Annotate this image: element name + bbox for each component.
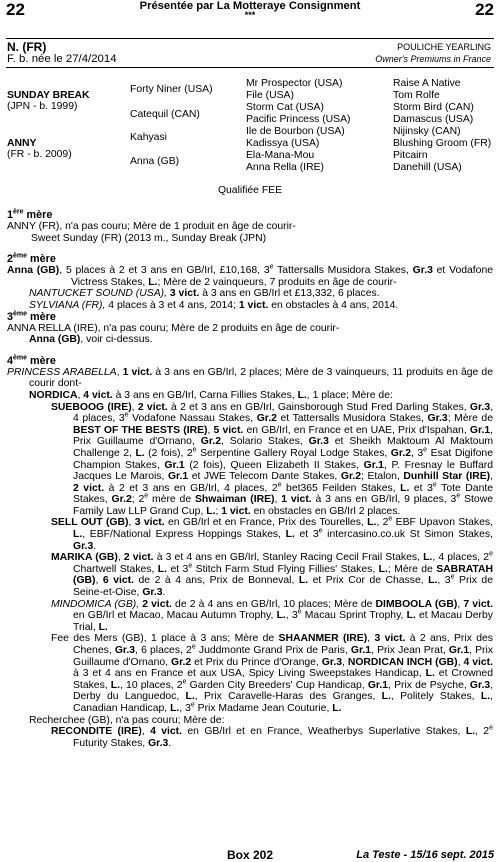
first-dam-text: ANNY (FR), n'a pas couru; Mère de 1 produit en âge de courir- [7,221,296,232]
pedigree-gen3-2: File (USA) [246,90,294,101]
second-dam-produce-1: NANTUCKET SOUND (USA), 3 vict. à 3 ans en GB/Irl et £13,332, 6 places. [29,288,380,300]
pedigree-gen2-2: Catequil (CAN) [130,109,200,120]
horse-category: POULICHE YEARLING [397,42,491,52]
top-rule [6,38,494,39]
footer-box: Box 202 [226,848,274,862]
pedigree-dam: ANNY [7,138,37,149]
owners-premiums: Owner's Premiums in France [375,54,491,64]
third-dam-text: ANNA RELLA (IRE), n'a pas couru; Mère de 2 produits en âge de courir- [7,322,340,334]
pedigree-gen3-3: Storm Cat (USA) [246,102,324,113]
sell-out-entry: SELL OUT (GB), 3 vict. en GB/Irl et en France, Prix des Tourelles, L., 2e EBF Upavon Stakes, L., EBF/National Express Hoppings Stakes, L. et 3e intercasino.co.uk St Simon Stakes, Gr.3. [51,516,493,552]
fee-des-mers-entry: Fee des Mers (GB), 1 place à 3 ans; Mère de SHAANMER (IRE), 3 vict. à 2 ans, Prix des Chenes, Gr.3, 6 places, 2e Juddmonte Grand Prix de Paris, Gr.1, Prix Jean Prat, Gr.1, Prix Guillaume d'Ornano, Gr.2 et Prix du Prince d'Orange, Gr.3, NORDICAN INCH (GB), 4 vict. à 3 et 4 ans en France et aux USA, Spicy Living Sweepstakes Handicap, L. et Crowned Stakes, L., 10 places, 2e Garden City Breeders' Cup Handicap, Gr.1, Prix de Psyche, Gr.3, Derby du Languedoc, L., Prix Caravelle-Haras des Granges, L., Politely Stakes, L., Canadian Handicap, L., 3e Prix Madame Jean Couturie, L. [51,633,494,714]
pedigree-gen4-1: Raise A Native [393,78,461,89]
first-dam-heading: 1ère mère [7,208,53,221]
third-dam-produce: Anna (GB), voir ci-dessus. [29,334,153,346]
pedigree-dam-info: (FR - b. 2009) [7,149,72,160]
qualification: Qualifiée FEE [217,185,283,196]
pedigree-gen4-6: Blushing Groom (FR) [393,138,492,149]
pedigree-gen3-8: Anna Rella (IRE) [246,162,324,173]
pedigree-gen4-2: Tom Rolfe [393,90,440,101]
reconditie-entry: RECONDITE (IRE), 4 vict. en GB/Irl et en France, Weatherbys Superlative Stakes, L., 2e Futurity Stakes, Gr.3. [51,724,493,749]
third-dam-heading: 3ème mère [7,309,56,323]
pedigree-gen4-7: Pitcairn [393,150,428,161]
pedigree-sire: SUNDAY BREAK [7,90,90,101]
nordica-entry: NORDICA, 4 vict. à 3 ans en GB/Irl, Carna Fillies Stakes, L., 1 place; Mère de: [29,389,393,401]
fourth-dam-heading: 4ème mère [7,354,56,367]
consignor-title: Présentée par La Motteraye Consignment [139,0,361,12]
pedigree-gen2-4: Anna (GB) [130,156,180,167]
pedigree-gen3-4: Pacific Princess (USA) [246,114,351,125]
pedigree-gen4-3: Storm Bird (CAN) [393,102,474,113]
pedigree-gen4-4: Damascus (USA) [393,114,474,125]
second-dam-heading: 2ème mère [7,252,56,266]
marika-entry: MARIKA (GB), 2 vict. à 3 et 4 ans en GB/Irl, Stanley Racing Cecil Frail Stakes, L., 4 places, 2e Chartwell Stakes, L. et 3e Stitch Farm Stud Flying Fillies' Stakes, L.; Mère de SABRATAH (GB), 6 vict. de 2 à 4 ans, Prix de Bonneval, L. et Prix Cor de Chasse, L., 3e Prix de Seine-et-Oise, Gr.3. [51,550,494,599]
first-dam-produce: Sweet Sunday (FR) (2013 m., Sunday Break (JPN) [31,232,267,244]
footer-place: La Teste - 15/16 sept. 2015 [356,849,494,861]
recherchee-entry: Recherchee (GB), n'a pas couru; Mère de: [29,714,225,726]
pedigree-gen3-5: Ile de Bourbon (USA) [246,126,345,137]
horse-name: N. (FR) [7,40,47,54]
pedigree-gen2-1: Forty Niner (USA) [130,84,213,95]
lot-number-left: 22 [6,0,25,19]
pedigree-gen4-5: Nijinsky (CAN) [393,126,461,137]
second-dam-text: Anna (GB), 5 places à 2 et 3 ans en GB/Irl, £10,168, 3e Tattersalls Musidora Stakes, Gr.3 et Vodafone Victress Stakes, L.; Mère de 2 vainqueurs, 7 produits en âge de courir- [7,263,494,288]
second-dam-produce-2: SYLVIANA (FR), 4 places à 3 et 4 ans, 2014; 1 vict. en obstacles à 4 ans, 2014. [29,299,399,311]
family-body [7,210,493,749]
pedigree-gen3-7: Ela-Mana-Mou [246,150,315,161]
horse-birth: F. b. née le 27/4/2014 [7,53,117,65]
header-stars: *** [244,10,256,20]
pedigree-sire-info: (JPN - b. 1999) [7,101,78,112]
pedigree-gen4-8: Danehill (USA) [393,162,462,173]
pedigree-gen3-1: Mr Prospector (USA) [246,78,343,89]
fourth-dam-text: PRINCESS ARABELLA, 1 vict. à 3 ans en GB/Irl, 2 places; Mère de 3 vainqueurs, 11 produits en âge de courir dont- [7,366,493,390]
sueboog-entry: SUEBOOG (IRE), 2 vict. à 2 et 3 ans en GB/Irl, Gainsborough Stud Fred Darling Stakes, Gr.3, 4 places, 3e Vodafone Nassau Stakes, Gr.2 et Tattersalls Musidora Stakes, Gr.3; Mère de BEST OF THE BESTS (IRE), 5 vict. en GB/Irl, en France et en UAE, Prix d'Ispahan, Gr.1, Prix Guillaume d'Ornano, Gr.2, Solario Stakes, Gr.3 et Sheikh Maktoum Al Maktoum Challenge 2, L. (2 fois), 2e Serpentine Gallery Royal Lodge Stakes, Gr.2, 3e Esat Digifone Champion Stakes, Gr.1 (2 fois), Queen Elizabeth II Stakes, Gr.1, P. Fresnay le Buffard Jacques Le Marois, Gr.1 et JWE Telecom Dante Stakes, Gr.2; Etalon, Dunhill Star (IRE), 2 vict. à 2 et 3 ans en GB/Irl, 4 places, 2e bet365 Feilden Stakes, L. et 3e Tote Dante Stakes, Gr.2; 2e mère de Shwaiman (IRE), 1 vict. à 3 ans en GB/Irl, 9 places, 3e Stowe Family Law LLP Grand Cup, L.; 1 vict. en obstacles en GB/Irl 2 places. [51,401,494,517]
lot-number-right: 22 [475,0,494,19]
pedigree-gen2-3: Kahyasi [130,132,167,143]
pedigree-gen3-6: Kadissya (USA) [246,138,320,149]
mindomica-entry: MINDOMICA (GB), 2 vict. de 2 à 4 ans en GB/Irl, 10 places; Mère de DIMBOOLA (GB), 7 vict. en GB/Irl et Macao, Macau Autumn Trophy, L., 3e Macau Sprint Trophy, L. et Macau Derby Trial, L. [51,598,494,633]
pedigree-rule [6,67,494,68]
